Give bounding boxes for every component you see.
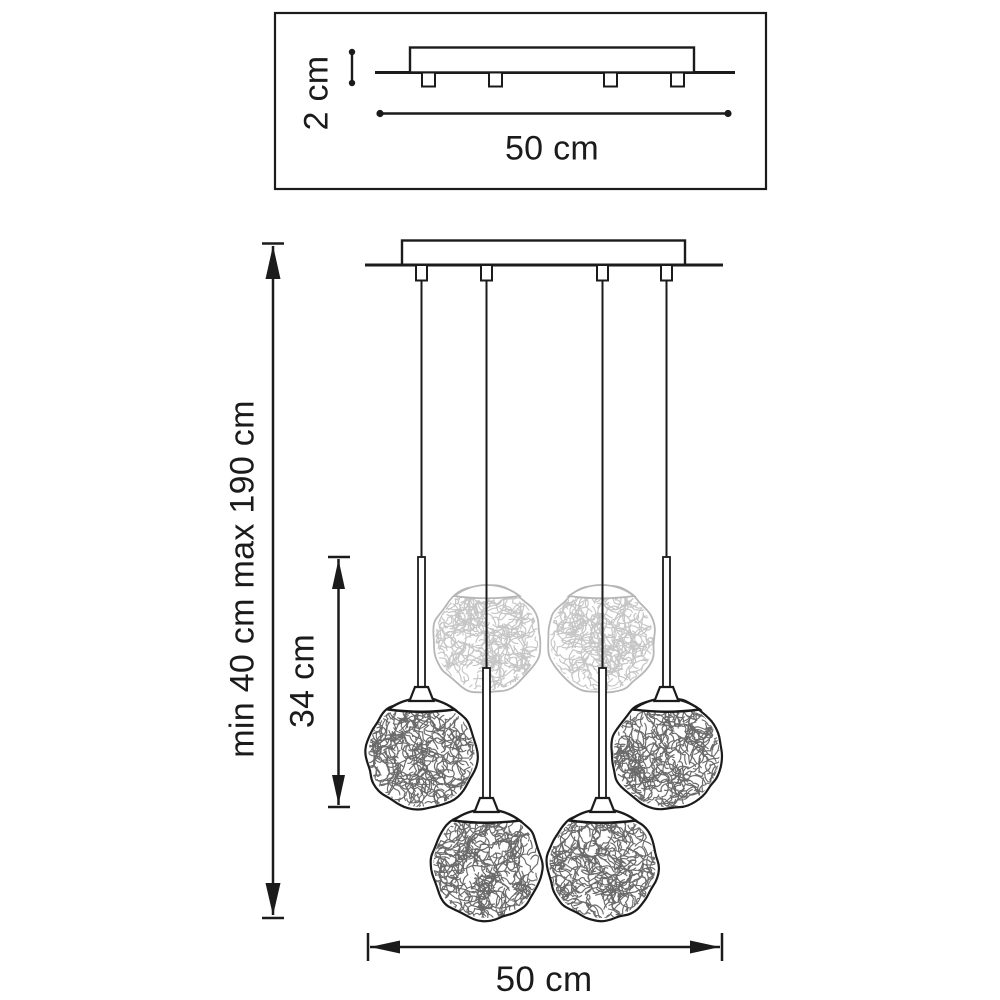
shade-cap-fitting bbox=[475, 798, 499, 812]
shade-sphere-raised-right bbox=[525, 564, 666, 703]
shade-sphere-mid-right bbox=[598, 679, 744, 828]
shade-section-dimension-label: 34 cm bbox=[283, 633, 322, 729]
fixture-width-dimension-label: 50 cm bbox=[495, 960, 593, 999]
cord-rod bbox=[418, 557, 425, 689]
canopy-height-dimension-label: 2 cm bbox=[297, 55, 336, 131]
drop-range-dimension-label: min 40 cm max 190 cm bbox=[223, 400, 262, 758]
mounting-tab bbox=[422, 73, 435, 87]
shade-section-dimension bbox=[328, 557, 350, 807]
shade-cap-fitting bbox=[410, 687, 434, 701]
canopy-height-dimension bbox=[349, 49, 355, 86]
shade-spheres-raised-position bbox=[420, 564, 666, 716]
cord-rod bbox=[599, 668, 606, 800]
canopy-width-dimension-label: 50 cm bbox=[504, 129, 600, 168]
mounting-tab bbox=[489, 73, 502, 87]
canopy-plate bbox=[402, 241, 685, 266]
canopy-body bbox=[410, 48, 694, 73]
shade-spheres bbox=[352, 679, 744, 942]
shade-cap-fitting bbox=[655, 687, 679, 701]
cord-connector bbox=[597, 265, 608, 281]
canopy-width-dimension bbox=[376, 110, 731, 117]
mounting-tab bbox=[671, 73, 684, 87]
shade-sphere-bottom-left bbox=[407, 790, 559, 942]
cord-connector bbox=[481, 265, 492, 281]
cord-connector bbox=[661, 265, 672, 281]
shade-sphere-mid-left bbox=[352, 687, 490, 832]
canopy-side-view bbox=[375, 48, 735, 87]
cord-rod bbox=[483, 668, 490, 800]
cord-rod bbox=[663, 557, 670, 689]
pendant-fixture bbox=[352, 241, 744, 942]
mounting-tab bbox=[604, 73, 617, 87]
drop-range-dimension bbox=[262, 244, 284, 919]
cord-connector bbox=[416, 265, 427, 281]
shade-cap-fitting bbox=[591, 798, 615, 812]
fixture-width-dimension bbox=[368, 933, 722, 961]
cord-connectors bbox=[416, 265, 672, 281]
